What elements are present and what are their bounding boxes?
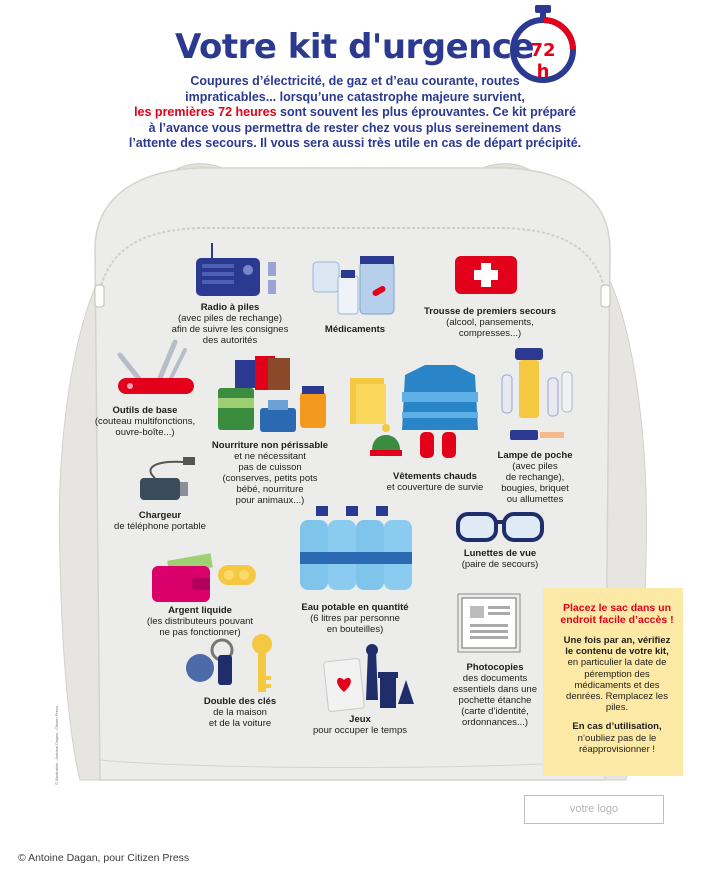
image-credit: © Antoine Dagan, pour Citizen Press xyxy=(18,852,190,864)
vertical-credit: © Illustration : Antoine Dagan - Citizen Press xyxy=(54,706,59,785)
item-lunettes: Lunettes de vue (paire de secours) xyxy=(461,548,539,570)
documents-icon xyxy=(458,594,520,652)
item-cles: Double des clés de la maison et de la voiture xyxy=(203,696,277,729)
item-medicaments: Médicaments xyxy=(324,324,386,335)
item-photocopies: Photocopies des documents essentiels dans une pochette étanche (carte d’identité, ordonnances...) xyxy=(453,662,537,728)
timer-label: 72 h xyxy=(530,40,556,82)
item-eau: Eau potable en quantité (6 litres par personne en bouteilles) xyxy=(301,602,409,635)
tip-paragraph-2: En cas d’utilisation, n’oubliez pas de le réapprovisionner ! xyxy=(572,721,662,755)
item-argent: Argent liquide (les distributeurs pouvant ne pas fonctionner) xyxy=(146,605,254,638)
item-chargeur: Chargeur de téléphone portable xyxy=(114,510,206,532)
tip-heading: Placez le sac dans un endroit facile d’accès ! xyxy=(560,602,674,626)
tip-paragraph-1: Une fois par an, vérifiez le contenu de votre kit, en particulier la date de péremption des médicaments et des denrées. Remplacez les piles. xyxy=(563,635,671,714)
tip-box xyxy=(543,588,683,776)
logo-placeholder: votre logo xyxy=(524,795,664,824)
intro-text: Coupures d’électricité, de gaz et d’eau courante, routes impraticables... lorsqu’une catastrophe majeure survient, les premières 72 heures sont souvent les plus éprouvantes. Ce kit préparé à l’avance vous permettra de rester chez vous plus sereinement dans l’attente des secours. Il vous sera aussi très utile en cas de départ précipité. xyxy=(128,74,582,150)
item-trousse: Trousse de premiers secours (alcool, pansements, compresses...) xyxy=(423,306,556,339)
page-title: Votre kit d'urgence xyxy=(175,27,535,67)
intro-highlight: les premières 72 heures xyxy=(134,105,277,119)
item-jeux: Jeux pour occuper le temps xyxy=(313,714,407,736)
item-radio: Radio à piles (avec piles de rechange) afin de suivre les consignes des autorités xyxy=(171,302,289,346)
first-aid-kit-icon xyxy=(455,256,517,294)
item-outils: Outils de base (couteau multifonctions, ouvre-boîte...) xyxy=(94,405,196,438)
item-vetements: Vêtements chauds et couverture de survie xyxy=(386,471,484,493)
item-nourriture: Nourriture non périssable et ne nécessitant pas de cuisson (conserves, petits pots bébé, nourriture pour animaux...) xyxy=(211,440,329,506)
item-lampe: Lampe de poche (avec piles de rechange), bougies, briquet ou allumettes xyxy=(497,450,573,505)
